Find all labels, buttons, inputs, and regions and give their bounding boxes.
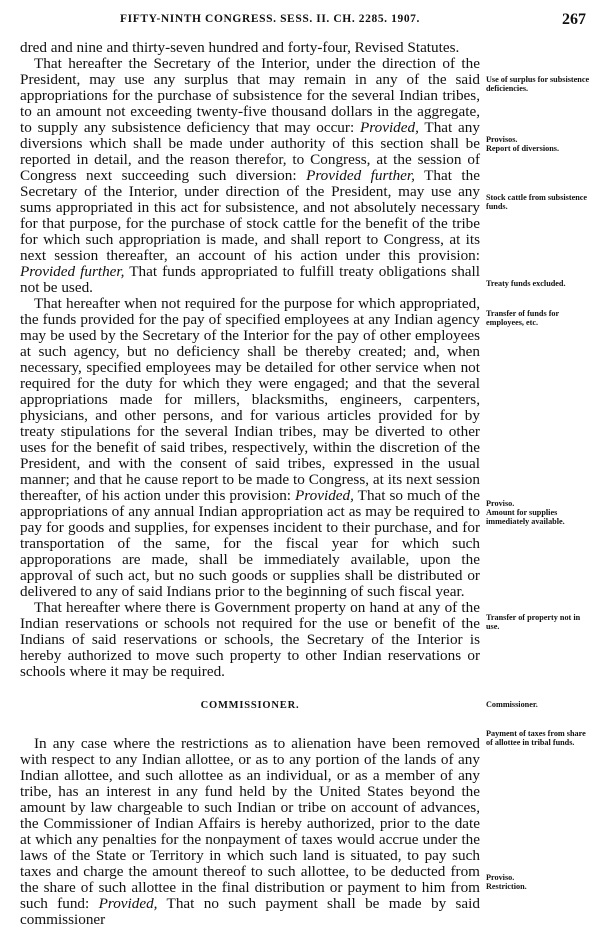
margin-note-stock-cattle: Stock cattle from subsistence funds. bbox=[486, 193, 588, 211]
proviso-label: Provided further, bbox=[306, 167, 415, 184]
main-text bbox=[20, 40, 480, 928]
section-heading: COMMISSIONER. bbox=[200, 700, 300, 711]
paragraph-continuation: dred and nine and thirty-seven hundred and forty-four, Revised Statutes. bbox=[20, 39, 460, 56]
proviso-label: Provided, bbox=[295, 487, 354, 504]
margin-note-proviso-supplies: Proviso. Amount for supplies immediately available. bbox=[486, 499, 565, 526]
proviso-label: Provided, bbox=[359, 119, 419, 136]
paragraph-transfer-funds: That hereafter when not required for the purpose for which appropriated, the funds provided for the pay of specified employees at any Indian agency may be used by the Secretary of the Interior for the pay of other employees at such agency, but no deficiency shall be thereby created; and, when necessary, specified employees may be detailed for other service when not required for the duty for which they were engaged; and that the several appropriations made for millers, blacksmiths, engineers, carpenters, physicians, and other persons, and for various articles provided for by treaty stipulations for the several Indian tribes, may be diverted to other uses for the benefit of said tribes, respectively, within the discretion of the President, and with the consent of said tribes, expressed in the usual manner; and that he cause report to be made to Congress, at its next session thereafter, of his action under this provision: Provided, That so much of the appropriations of any annual Indian appropriation act as may be required to pay for goods and supplies, for expenses incident to their purchase, and for transportation of the same, for the fiscal year for which such approporations are made, shall be immediately available, upon the approval of such act, but no such goods or supplies shall be distributed or delivered to any of said Indians prior to the beginning of such fiscal year. bbox=[20, 295, 480, 600]
margin-note-transfer-property: Transfer of property not in use. bbox=[486, 613, 581, 631]
margin-note-provisos: Provisos. Report of diversions. bbox=[486, 135, 559, 153]
proviso-label: Provided further, bbox=[20, 263, 125, 280]
paragraph-payment-taxes: In any case where the restrictions as to alienation have been removed with respect to any Indian allottee, or as to any portion of the lands of any Indian allottee, and such allottee as an individual, or as a member of any tribe, has an interest in any fund held by the United States beyond the amount by law chargeable to such Indian or tribe on account of advances, the Commissioner of Indian Affairs is hereby authorized, prior to the date at which any penalties for the nonpayment of taxes would accrue under the laws of the State or Territory in which such land is situated, to pay such taxes and charge the amount thereof to such allottee, to be deducted from the share of such allottee in the final distribution or payment to him from such fund: Provided, That no such payment shall be made by said commissioner bbox=[20, 735, 480, 928]
running-head: FIFTY-NINTH CONGRESS. SESS. II. CH. 2285. 1907. bbox=[120, 13, 420, 25]
margin-note-restriction: Proviso. Restriction. bbox=[486, 873, 527, 891]
margin-note-treaty-funds: Treaty funds excluded. bbox=[486, 279, 566, 288]
margin-note-payment-taxes: Payment of taxes from share of allottee in tribal funds. bbox=[486, 729, 586, 747]
proviso-label: Provided, bbox=[98, 895, 158, 912]
paragraph-transfer-property: That hereafter where there is Government property on hand at any of the Indian reservations or schools not required for the use or benefit of the Indians of said reservations or schools, the Secretary of the Interior is hereby authorized to move such property to other Indian reservations or schools where it may be required. bbox=[20, 599, 480, 680]
margin-note-commissioner: Commissioner. bbox=[486, 700, 538, 709]
margin-note-surplus: Use of surplus for subsistence deficiencies. bbox=[486, 75, 590, 93]
margin-note-transfer-funds: Transfer of funds for employees, etc. bbox=[486, 309, 560, 327]
paragraph-surplus-subsistence: That hereafter the Secretary of the Interior, under the direction of the President, may use any surplus that may remain in any of the said appropriations for the purchase of subsistence for the several Indian tribes, to an amount not exceeding twenty-five thousand dollars in the aggregate, to supply any subsistence deficiency that may occur: Provided, That any diversions which shall be made under authority of this section shall be reported in detail, and the reason therefor, to Congress, at the session of Congress next succeeding such diversion: Provided further, That the Secretary of the Interior, under direction of the President, may use any sums appropriated in this act for subsistence, and not absolutely necessary for that purpose, for the purchase of stock cattle for the benefit of the tribe for which such appropriation is made, and shall report to Congress, at its next session thereafter, an account of his action under this provision: Provided further, That funds appropriated to fulfill treaty obligations shall not be used. bbox=[20, 55, 480, 296]
page-number: 267 bbox=[562, 11, 586, 28]
page-header bbox=[0, 11, 600, 33]
